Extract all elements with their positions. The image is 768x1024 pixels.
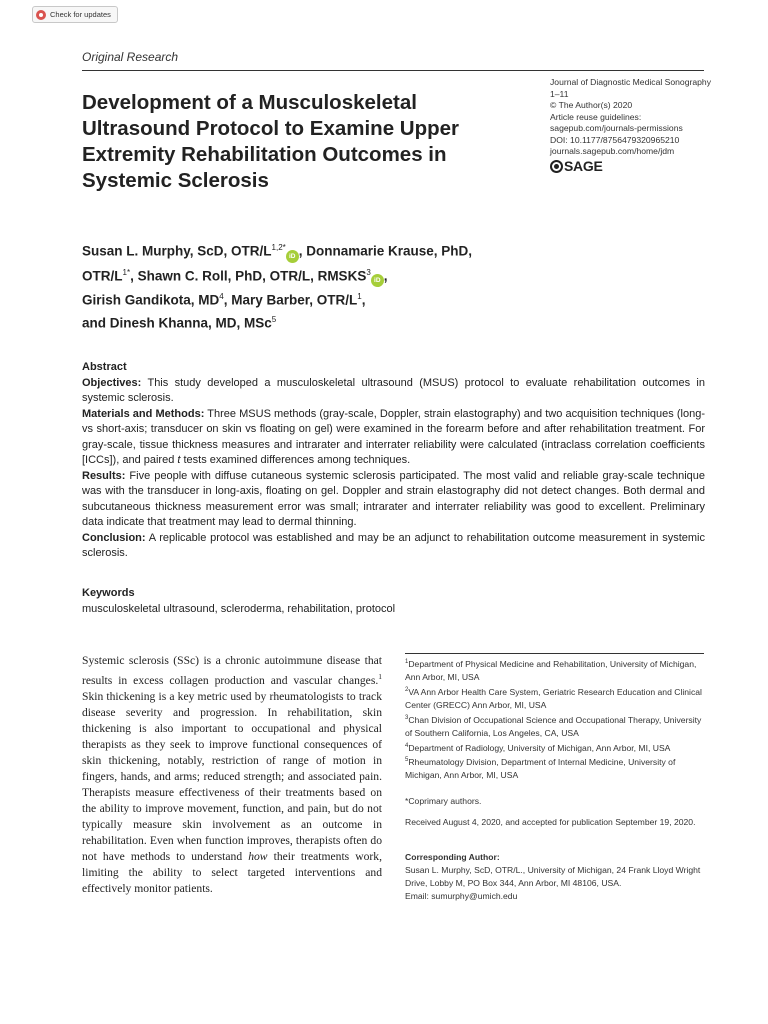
journal-info <box>550 77 720 158</box>
citation-ref[interactable]: 1 <box>378 672 382 681</box>
conclusion-label: Conclusion: <box>82 531 146 544</box>
article-title: Development of a Musculoskeletal Ultrasound Protocol to Examine Upper Extremity Rehabilitation Outcomes in Systemic Sclerosis <box>82 91 460 192</box>
author-affiliation-mark: 4 <box>219 292 224 301</box>
author-list: Susan L. Murphy, ScD, OTR/$L^{1,2*}iD$ , Donnamarie Krause, PhD, OTR/$L^{1*}$, Shawn C. Roll, PhD, OTR/L, RMSKS$^3$iD , Girish Gandikota, $MD^4$, Mary Barber, OTR/$L^1$, and Dinesh Khanna, MD, MSc$^5$ <box>82 243 473 331</box>
author-name: Girish Gandikota, MD <box>82 292 220 308</box>
affiliation-item <box>405 684 705 712</box>
affiliation-number: 2 <box>405 686 409 693</box>
author-separator: , <box>361 292 366 308</box>
journal-pages: 1–11 <box>550 88 569 99</box>
body-text-segment: Systemic sclerosis (SSc) is a chronic autoimmune disease that results in excess collagen production and vascular changes. <box>82 654 382 687</box>
methods-text: Three MSUS methods (gray-scale, Doppler, strain elastography) and two acquisition techniques (long- vs short-axis; transducer on skin vs floating on gel) were examined in the forearm before and after rehabilitation treatment. For gray-scale, tissue thickness measures and intrarater and interrater reliability were calculated (intraclass correlation coefficients [ICCs]), and paired <box>82 407 705 466</box>
author-name: Susan L. Murphy, ScD, OTR/L <box>82 243 272 259</box>
affiliation-text: Chan Division of Occupational Science and Occupational Therapy, University of Southern California, Los Angeles, CA, USA <box>405 714 702 738</box>
affiliation-number: 4 <box>405 742 409 749</box>
keywords <box>82 586 705 617</box>
orcid-icon[interactable]: iD <box>371 274 384 287</box>
affiliations <box>405 656 705 782</box>
affiliation-item <box>405 740 705 755</box>
objectives-text: This study developed a musculoskeletal ultrasound (MSUS) protocol to evaluate rehabilitation outcomes in systemic sclerosis. <box>82 376 705 404</box>
objectives-label: Objectives: <box>82 376 142 389</box>
affiliation-item <box>405 712 705 740</box>
results-text: Five people with diffuse cutaneous systemic sclerosis participated. The most valid and reliable gray-scale technique was with the transducer in long-axis, floating on gel. Doppler and strain elastography did not detect changes. Both dermal and subcutaneous thickness measurement error was small; intrarater and interrater reliability was good to excellent. Preliminary data indicate that treatment may lead to dermal thinning. <box>82 469 705 528</box>
author-affiliation-mark: 3 <box>366 267 371 277</box>
doi-link[interactable]: DOI: 10.1177/8756479320965210 <box>550 134 680 145</box>
abstract <box>82 360 705 562</box>
coprimary-note: *Coprimary authors. <box>405 796 482 806</box>
body-emphasis: how <box>248 849 268 863</box>
journal-name: Journal of Diagnostic Medical Sonography <box>550 77 711 87</box>
abstract-results <box>82 469 705 531</box>
abstract-conclusion <box>82 531 705 562</box>
publisher-logo <box>550 158 602 174</box>
corresponding-heading: Corresponding Author: <box>405 852 500 862</box>
affiliation-item <box>405 656 705 684</box>
publisher-name: SAGE <box>564 158 603 174</box>
body-text-segment: their treatments work, limiting the ability to select targeted interventions and effectively monitor patients. <box>82 849 382 895</box>
corresponding-author <box>405 851 705 903</box>
sage-logo-icon <box>550 160 563 173</box>
keywords-text: musculoskeletal ultrasound, scleroderma, rehabilitation, protocol <box>82 602 396 615</box>
conclusion-text: A replicable protocol was established and may be an adjunct to rehabilitation outcome measurement in systemic sclerosis. <box>82 531 705 559</box>
check-for-updates-label: Check for updates <box>50 10 111 19</box>
journal-link[interactable]: journals.sagepub.com/home/jdm <box>550 146 675 156</box>
affiliation-item <box>405 754 705 782</box>
body-paragraph <box>82 653 382 897</box>
author-name: and Dinesh Khanna, MD, MSc <box>82 315 272 331</box>
check-for-updates-button[interactable] <box>32 6 118 23</box>
keywords-heading: Keywords <box>82 587 135 599</box>
reuse-link[interactable]: sagepub.com/journals-permissions <box>550 123 683 133</box>
abstract-methods <box>82 407 705 469</box>
affiliations-divider <box>405 653 704 654</box>
affiliation-text: Department of Physical Medicine and Rehabilitation, University of Michigan, Ann Arbor, MI, USA <box>405 658 697 682</box>
body-text-segment: Skin thickening is a key metric used by rheumatologists to track disease severity and progression. In rehabilitation, skin thickening is also important to occupational and physical therapists as they seek to improve functional consequences of skin thickening, notably, restriction of range of motion in fingers, hands, and arms; reduced strength; and associated pain. Therapists measure effectiveness of their treatments based on the ability to improve movement, function, and pain, but do not typically measure skin involvement as an outcome in rehabilitation. Even when function improves, therapists often do not have methods to understand <box>82 689 382 863</box>
section-label: Original Research <box>82 50 179 64</box>
header-divider <box>82 70 704 71</box>
results-label: Results: <box>82 469 126 482</box>
corresponding-address: Susan L. Murphy, ScD, OTR/L., University of Michigan, 24 Frank Lloyd Wright Drive, Lobby M, PO Box 344, Ann Arbor, MI 48106, USA. <box>405 865 701 888</box>
reuse-label: Article reuse guidelines: <box>550 111 642 122</box>
affiliation-text: VA Ann Arbor Health Care System, Geriatric Research Education and Clinical Center (GRECC) Ann Arbor, MI, USA <box>405 686 702 710</box>
methods-text-end: tests examined differences among techniques. <box>180 454 411 466</box>
crossmark-icon <box>36 10 46 20</box>
author-name: , Shawn C. Roll, PhD, OTR/L, RMSKS <box>130 268 367 283</box>
corresponding-email[interactable]: Email: sumurphy@umich.edu <box>405 891 518 901</box>
author-name: , Donnamarie Krause, PhD, OTR/L <box>82 243 473 283</box>
affiliation-number: 3 <box>405 714 409 721</box>
affiliation-number: 5 <box>405 757 409 764</box>
author-affiliation-mark: 1 <box>357 292 362 301</box>
methods-t-symbol: t <box>177 454 181 466</box>
affiliation-text: Department of Radiology, University of Michigan, Ann Arbor, MI, USA <box>408 742 671 753</box>
author-affiliation-mark: 1* <box>122 267 131 277</box>
author-name: , Mary Barber, OTR/L <box>223 292 358 308</box>
abstract-objectives <box>82 376 705 407</box>
orcid-icon[interactable]: iD <box>286 250 299 263</box>
affiliation-text: Rheumatology Division, Department of Internal Medicine, University of Michigan, Ann Arbor, MI, USA <box>405 757 676 781</box>
author-affiliation-mark: 5 <box>271 315 277 324</box>
received-date: Received August 4, 2020, and accepted for publication September 19, 2020. <box>405 817 696 827</box>
affiliation-number: 1 <box>405 659 409 665</box>
copyright: © The Author(s) 2020 <box>550 100 633 110</box>
author-affiliation-mark: 1,2* <box>271 243 286 252</box>
abstract-heading: Abstract <box>82 361 127 373</box>
methods-label: Materials and Methods: <box>82 407 205 420</box>
